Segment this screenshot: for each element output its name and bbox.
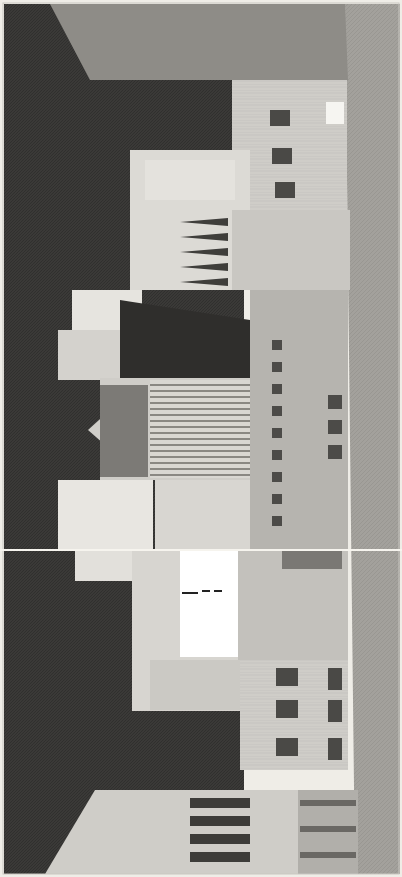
upper-tower-top: [145, 160, 235, 200]
hall-fluting: [150, 380, 250, 478]
blank-label-box: [180, 551, 238, 657]
lower-front-grille: [282, 551, 342, 569]
lower-parapet: [155, 480, 250, 550]
small-white-sign: [326, 102, 344, 124]
upper-left-building: [50, 4, 348, 80]
lower-setback: [150, 660, 245, 710]
upper-tower-base: [232, 210, 350, 290]
lower-pinnacle-top: [75, 551, 135, 581]
hall-arched-window: [100, 385, 148, 477]
page-seam: [0, 549, 402, 551]
pinnacle-cluster-lower: [58, 480, 153, 550]
